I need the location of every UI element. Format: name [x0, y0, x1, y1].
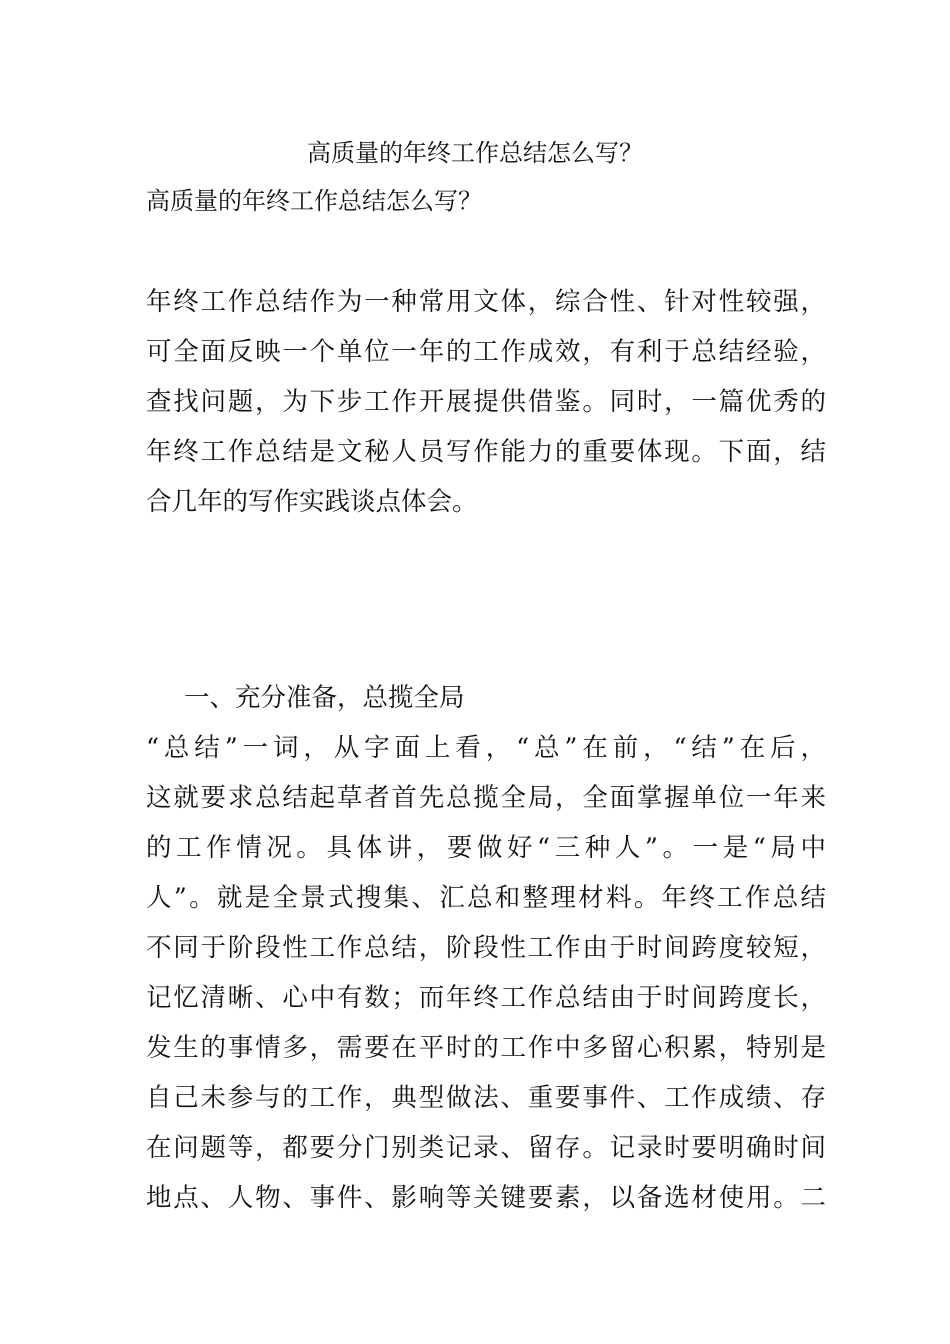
- paragraph-line: “总结”一词，从字面上看，“总”在前，“结”在后，: [146, 733, 826, 763]
- paragraph-line: 合几年的写作实践谈点体会。: [146, 487, 478, 517]
- paragraph-line: 年终工作总结作为一种常用文体，综合性、针对性较强，: [146, 287, 826, 317]
- paragraph-line: 发生的事情多，需要在平时的工作中多留心积累，特别是: [146, 1033, 826, 1063]
- paragraph-line: 的工作情况。具体讲，要做好“三种人”。一是“局中: [146, 833, 826, 863]
- paragraph-line: 这就要求总结起草者首先总揽全局，全面掌握单位一年来: [146, 783, 826, 813]
- paragraph-line: 人”。就是全景式搜集、汇总和整理材料。年终工作总结: [146, 883, 826, 913]
- paragraph-line: 年终工作总结是文秘人员写作能力的重要体现。下面，结: [146, 437, 826, 467]
- paragraph-line: 在问题等，都要分门别类记录、留存。记录时要明确时间: [146, 1133, 826, 1163]
- paragraph-line: 地点、人物、事件、影响等关键要素，以备选材使用。二: [146, 1183, 826, 1213]
- document-title: 高质量的年终工作总结怎么写？: [307, 139, 643, 167]
- section-one: [146, 673, 826, 1223]
- paragraph-line: 查找问题，为下步工作开展提供借鉴。同时，一篇优秀的: [146, 387, 826, 417]
- paragraph-line: 记忆清晰、心中有数；而年终工作总结由于时间跨度长，: [146, 983, 826, 1013]
- paragraph-line: 自己未参与的工作，典型做法、重要事件、工作成绩、存: [146, 1083, 826, 1113]
- section-heading: 一、充分准备，总揽全局: [184, 683, 465, 713]
- document-subtitle: 高质量的年终工作总结怎么写？: [146, 187, 482, 215]
- paragraph-line: 可全面反映一个单位一年的工作成效，有利于总结经验，: [146, 337, 826, 367]
- paragraph-line: 不同于阶段性工作总结，阶段性工作由于时间跨度较短，: [146, 933, 826, 963]
- intro-paragraph: [146, 277, 826, 527]
